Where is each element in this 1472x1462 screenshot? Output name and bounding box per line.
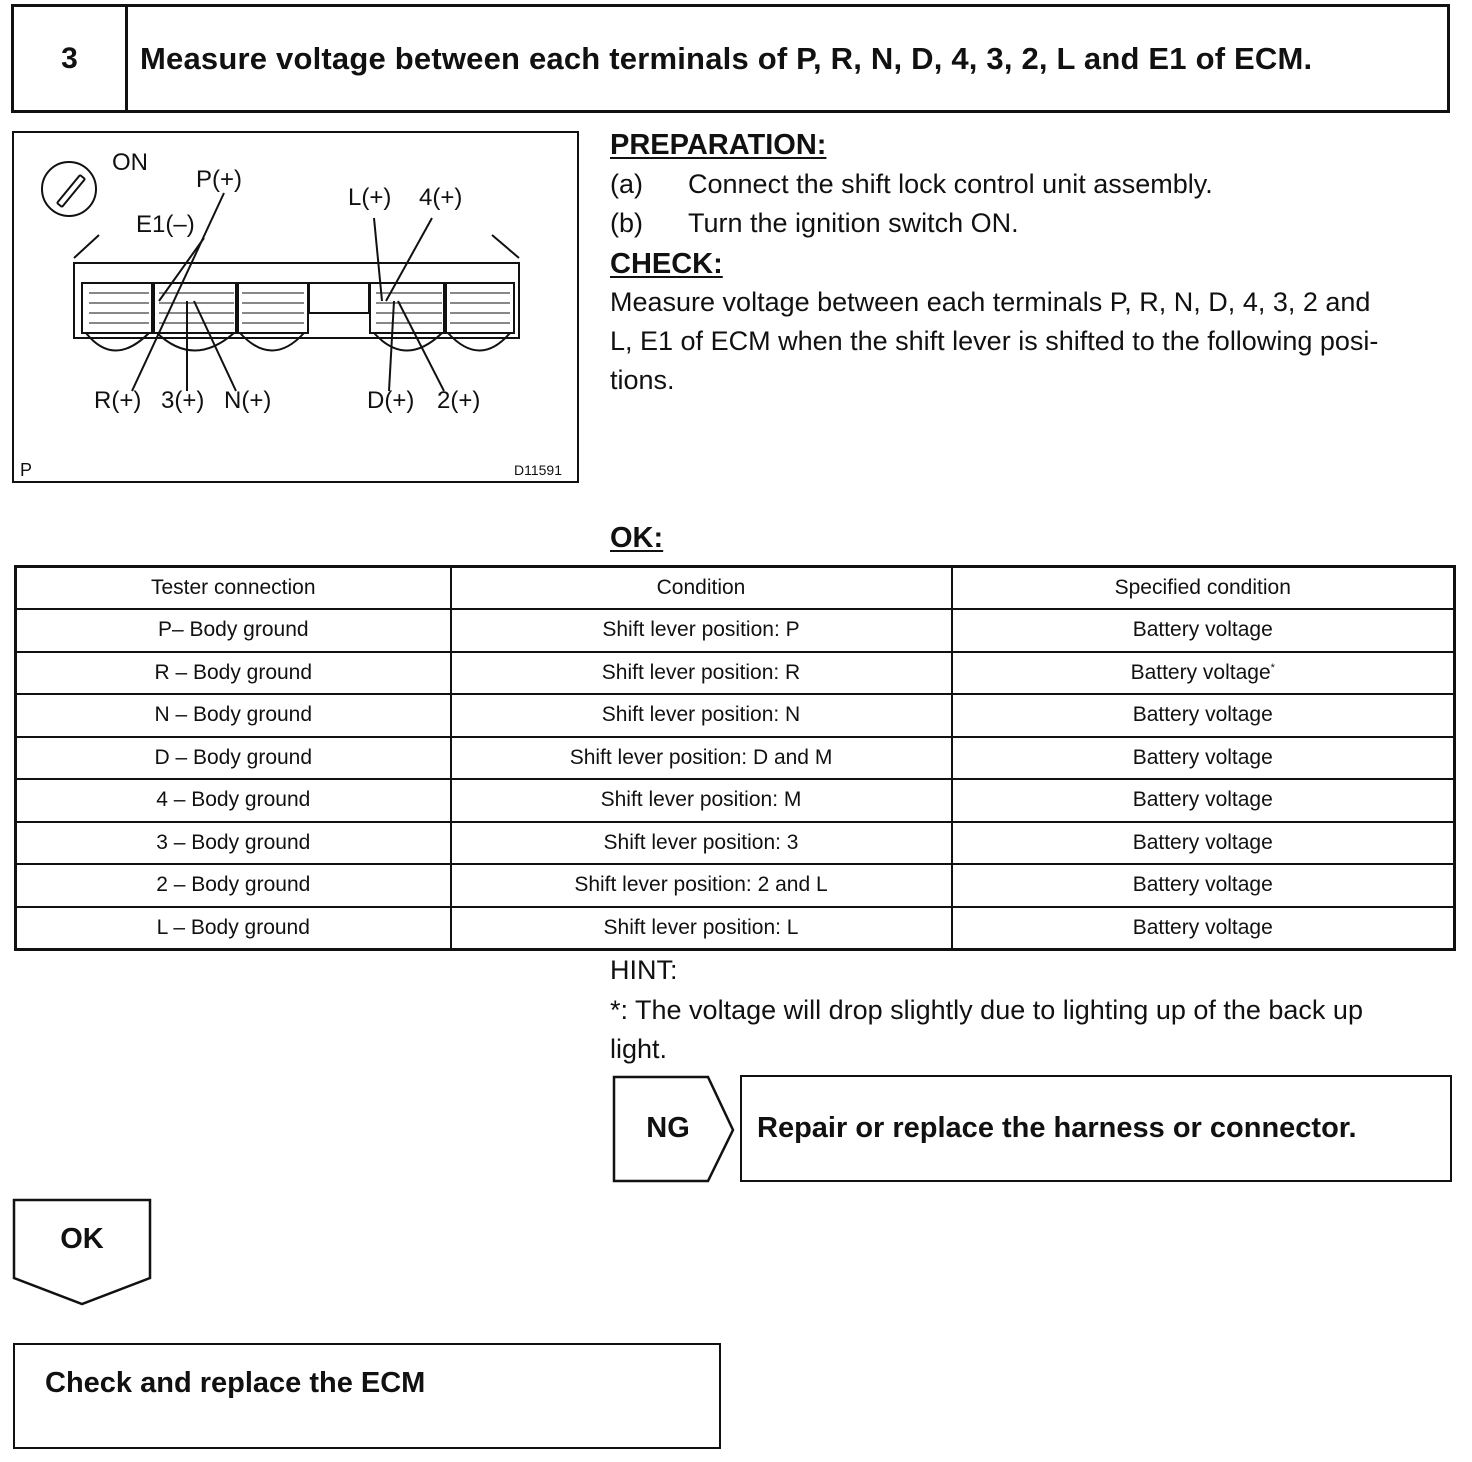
table-cell: 3 – Body ground bbox=[16, 822, 451, 865]
table-cell: Shift lever position: M bbox=[451, 779, 952, 822]
column-header: Condition bbox=[451, 567, 952, 610]
step-number: 3 bbox=[14, 7, 128, 110]
spec-table bbox=[14, 565, 1456, 951]
table-row bbox=[16, 652, 1455, 695]
ng-label: NG bbox=[646, 1111, 690, 1144]
table-cell: R – Body ground bbox=[16, 652, 451, 695]
table-cell: Shift lever position: L bbox=[451, 907, 952, 950]
hint-heading: HINT: bbox=[610, 955, 678, 985]
terminal-label-3: 3(+) bbox=[161, 387, 205, 414]
table-header-row bbox=[16, 567, 1455, 610]
terminal-label-l: L(+) bbox=[348, 184, 392, 211]
table-cell: Shift lever position: 3 bbox=[451, 822, 952, 865]
ok-label: OK bbox=[60, 1222, 104, 1255]
check-text-line: L, E1 of ECM when the shift lever is shifted to the following posi- bbox=[610, 326, 1379, 356]
table-row bbox=[16, 694, 1455, 737]
terminal-label-4: 4(+) bbox=[419, 184, 463, 211]
step-label: (b) bbox=[610, 208, 643, 238]
table-cell: Battery voltage bbox=[952, 737, 1455, 780]
ok-result-box: Check and replace the ECM bbox=[13, 1343, 721, 1449]
ng-action-box: Repair or replace the harness or connector. bbox=[740, 1075, 1452, 1182]
table-cell: 2 – Body ground bbox=[16, 864, 451, 907]
table-cell: N – Body ground bbox=[16, 694, 451, 737]
table-row bbox=[16, 737, 1455, 780]
table-cell: P– Body ground bbox=[16, 609, 451, 652]
terminal-label-r: R(+) bbox=[94, 387, 142, 414]
hint-text-line: light. bbox=[610, 1034, 668, 1064]
table-cell: Shift lever position: 2 and L bbox=[451, 864, 952, 907]
terminal-label-2: 2(+) bbox=[437, 387, 481, 414]
table-row bbox=[16, 907, 1455, 950]
table-cell: Battery voltage bbox=[952, 822, 1455, 865]
step-label: (a) bbox=[610, 169, 643, 199]
step-text: Connect the shift lock control unit assembly. bbox=[688, 169, 1213, 199]
check-heading: CHECK: bbox=[610, 248, 723, 280]
ok-heading: OK: bbox=[610, 522, 664, 554]
figure-id: D11591 bbox=[514, 462, 563, 478]
table-cell: 4 – Body ground bbox=[16, 779, 451, 822]
column-header: Tester connection bbox=[16, 567, 451, 610]
step-header bbox=[11, 4, 1450, 113]
table-cell: L – Body ground bbox=[16, 907, 451, 950]
preparation-heading: PREPARATION: bbox=[610, 129, 827, 161]
column-header: Specified condition bbox=[952, 567, 1455, 610]
diagram-corner-code: P bbox=[20, 460, 33, 480]
step-text: Turn the ignition switch ON. bbox=[688, 208, 1019, 238]
preparation-step-a bbox=[610, 171, 1213, 198]
table-cell: Shift lever position: D and M bbox=[451, 737, 952, 780]
table-row bbox=[16, 609, 1455, 652]
table-row bbox=[16, 822, 1455, 865]
table-cell: Battery voltage* bbox=[952, 652, 1455, 695]
table-cell: Battery voltage bbox=[952, 907, 1455, 950]
hint-text-line: *: The voltage will drop slightly due to lighting up of the back up bbox=[610, 995, 1363, 1025]
table-cell: Battery voltage bbox=[952, 779, 1455, 822]
terminal-label-d: D(+) bbox=[367, 387, 415, 414]
ecm-connector-icon bbox=[14, 133, 581, 485]
terminal-label-e1: E1(–) bbox=[136, 211, 195, 238]
ignition-on-label: ON bbox=[112, 149, 148, 176]
terminal-label-n: N(+) bbox=[224, 387, 272, 414]
table-row bbox=[16, 779, 1455, 822]
table-cell: Shift lever position: R bbox=[451, 652, 952, 695]
table-cell: Shift lever position: P bbox=[451, 609, 952, 652]
terminal-label-p: P(+) bbox=[196, 166, 243, 193]
ecm-connector-diagram bbox=[12, 131, 579, 483]
table-cell: Battery voltage bbox=[952, 609, 1455, 652]
step-title: Measure voltage between each terminals of P, R, N, D, 4, 3, 2, L and E1 of ECM. bbox=[140, 40, 1313, 76]
check-text-line: Measure voltage between each terminals P, R, N, D, 4, 3, 2 and bbox=[610, 287, 1371, 317]
preparation-step-b bbox=[610, 210, 1019, 237]
table-row bbox=[16, 864, 1455, 907]
table-cell: Battery voltage bbox=[952, 864, 1455, 907]
table-cell: Battery voltage bbox=[952, 694, 1455, 737]
table-cell: Shift lever position: N bbox=[451, 694, 952, 737]
table-cell: D – Body ground bbox=[16, 737, 451, 780]
check-text-line: tions. bbox=[610, 365, 675, 395]
